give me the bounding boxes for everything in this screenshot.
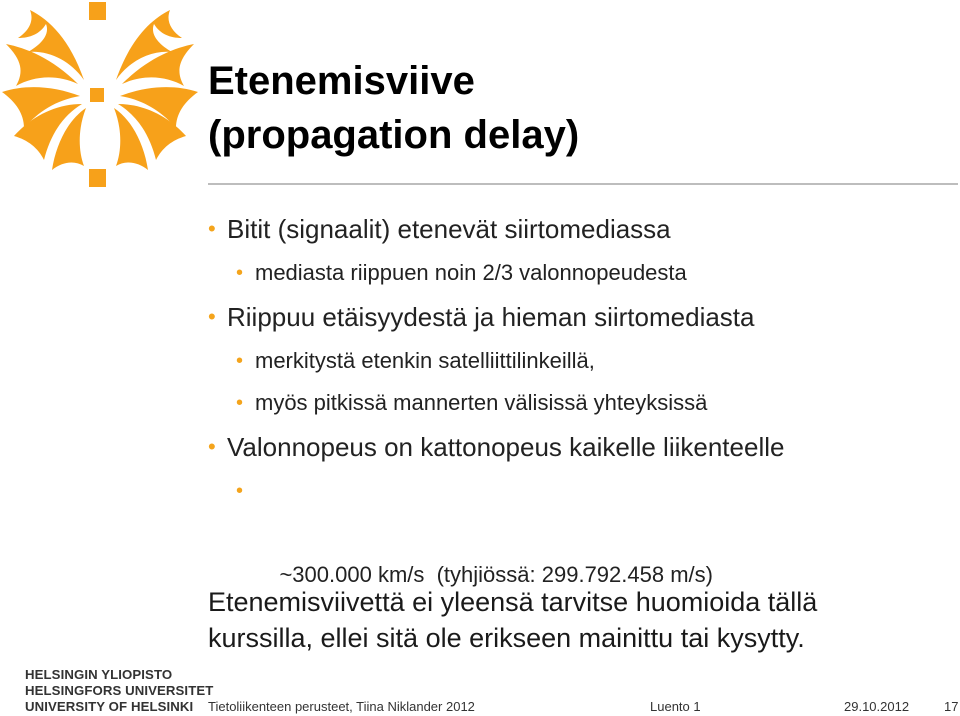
footer-date: 29.10.2012 bbox=[844, 699, 910, 714]
sub-bullet-item bbox=[208, 382, 948, 424]
university-name-sv: HELSINGFORS UNIVERSITET bbox=[25, 683, 214, 698]
title-line-1: Etenemisviive bbox=[208, 59, 475, 103]
slide-title bbox=[208, 54, 579, 162]
bullet-item bbox=[208, 424, 948, 470]
footer-course: Tietoliikenteen perusteet, Tiina Niklander 2012 bbox=[208, 699, 475, 714]
sub-bullet-item bbox=[208, 340, 948, 382]
bullet-dot-icon: • bbox=[236, 350, 244, 372]
university-name-en: UNIVERSITY OF HELSINKI bbox=[25, 699, 194, 714]
bullet-text: mediasta riippuen noin 2/3 valonnopeudesta bbox=[255, 260, 687, 285]
title-line-2: (propagation delay) bbox=[208, 113, 580, 157]
bullet-dot-icon: • bbox=[236, 480, 244, 502]
bullet-text: Bitit (signaalit) etenevät siirtomediassa bbox=[227, 214, 671, 244]
university-flame-logo-icon bbox=[0, 0, 200, 190]
bullet-text: Valonnopeus on kattonopeus kaikelle liikenteelle bbox=[227, 432, 785, 462]
bullet-dot-icon: • bbox=[236, 392, 244, 414]
sub-bullet-item bbox=[208, 252, 948, 294]
bullet-item bbox=[208, 206, 948, 252]
university-wordmark bbox=[25, 667, 213, 715]
footer-page-number: 17 bbox=[944, 699, 959, 714]
sub-bullet-item bbox=[208, 470, 948, 587]
note-line-1: Etenemisviivettä ei yleensä tarvitse huomioida tällä bbox=[208, 587, 818, 617]
bullet-text: merkitystä etenkin satelliittilinkeillä, bbox=[255, 348, 595, 373]
university-name-fi: HELSINGIN YLIOPISTO bbox=[25, 667, 173, 682]
bullet-text: myös pitkissä mannerten välisissä yhteyksissä bbox=[255, 390, 708, 415]
bullet-text: ~300.000 km/s (tyhjiössä: 299.792.458 m/s) bbox=[279, 562, 713, 587]
title-divider bbox=[208, 183, 958, 185]
bullet-dot-icon: • bbox=[208, 304, 216, 329]
slide-note bbox=[208, 584, 953, 656]
bullet-list bbox=[208, 206, 948, 587]
footer-lecture: Luento 1 bbox=[650, 699, 701, 714]
bullet-dot-icon: • bbox=[208, 216, 216, 241]
bullet-dot-icon: • bbox=[236, 262, 244, 284]
note-line-2: kurssilla, ellei sitä ole erikseen mainittu tai kysytty. bbox=[208, 623, 805, 653]
bullet-text: Riippuu etäisyydestä ja hieman siirtomediasta bbox=[227, 302, 755, 332]
bullet-item bbox=[208, 294, 948, 340]
bullet-dot-icon: • bbox=[208, 434, 216, 459]
